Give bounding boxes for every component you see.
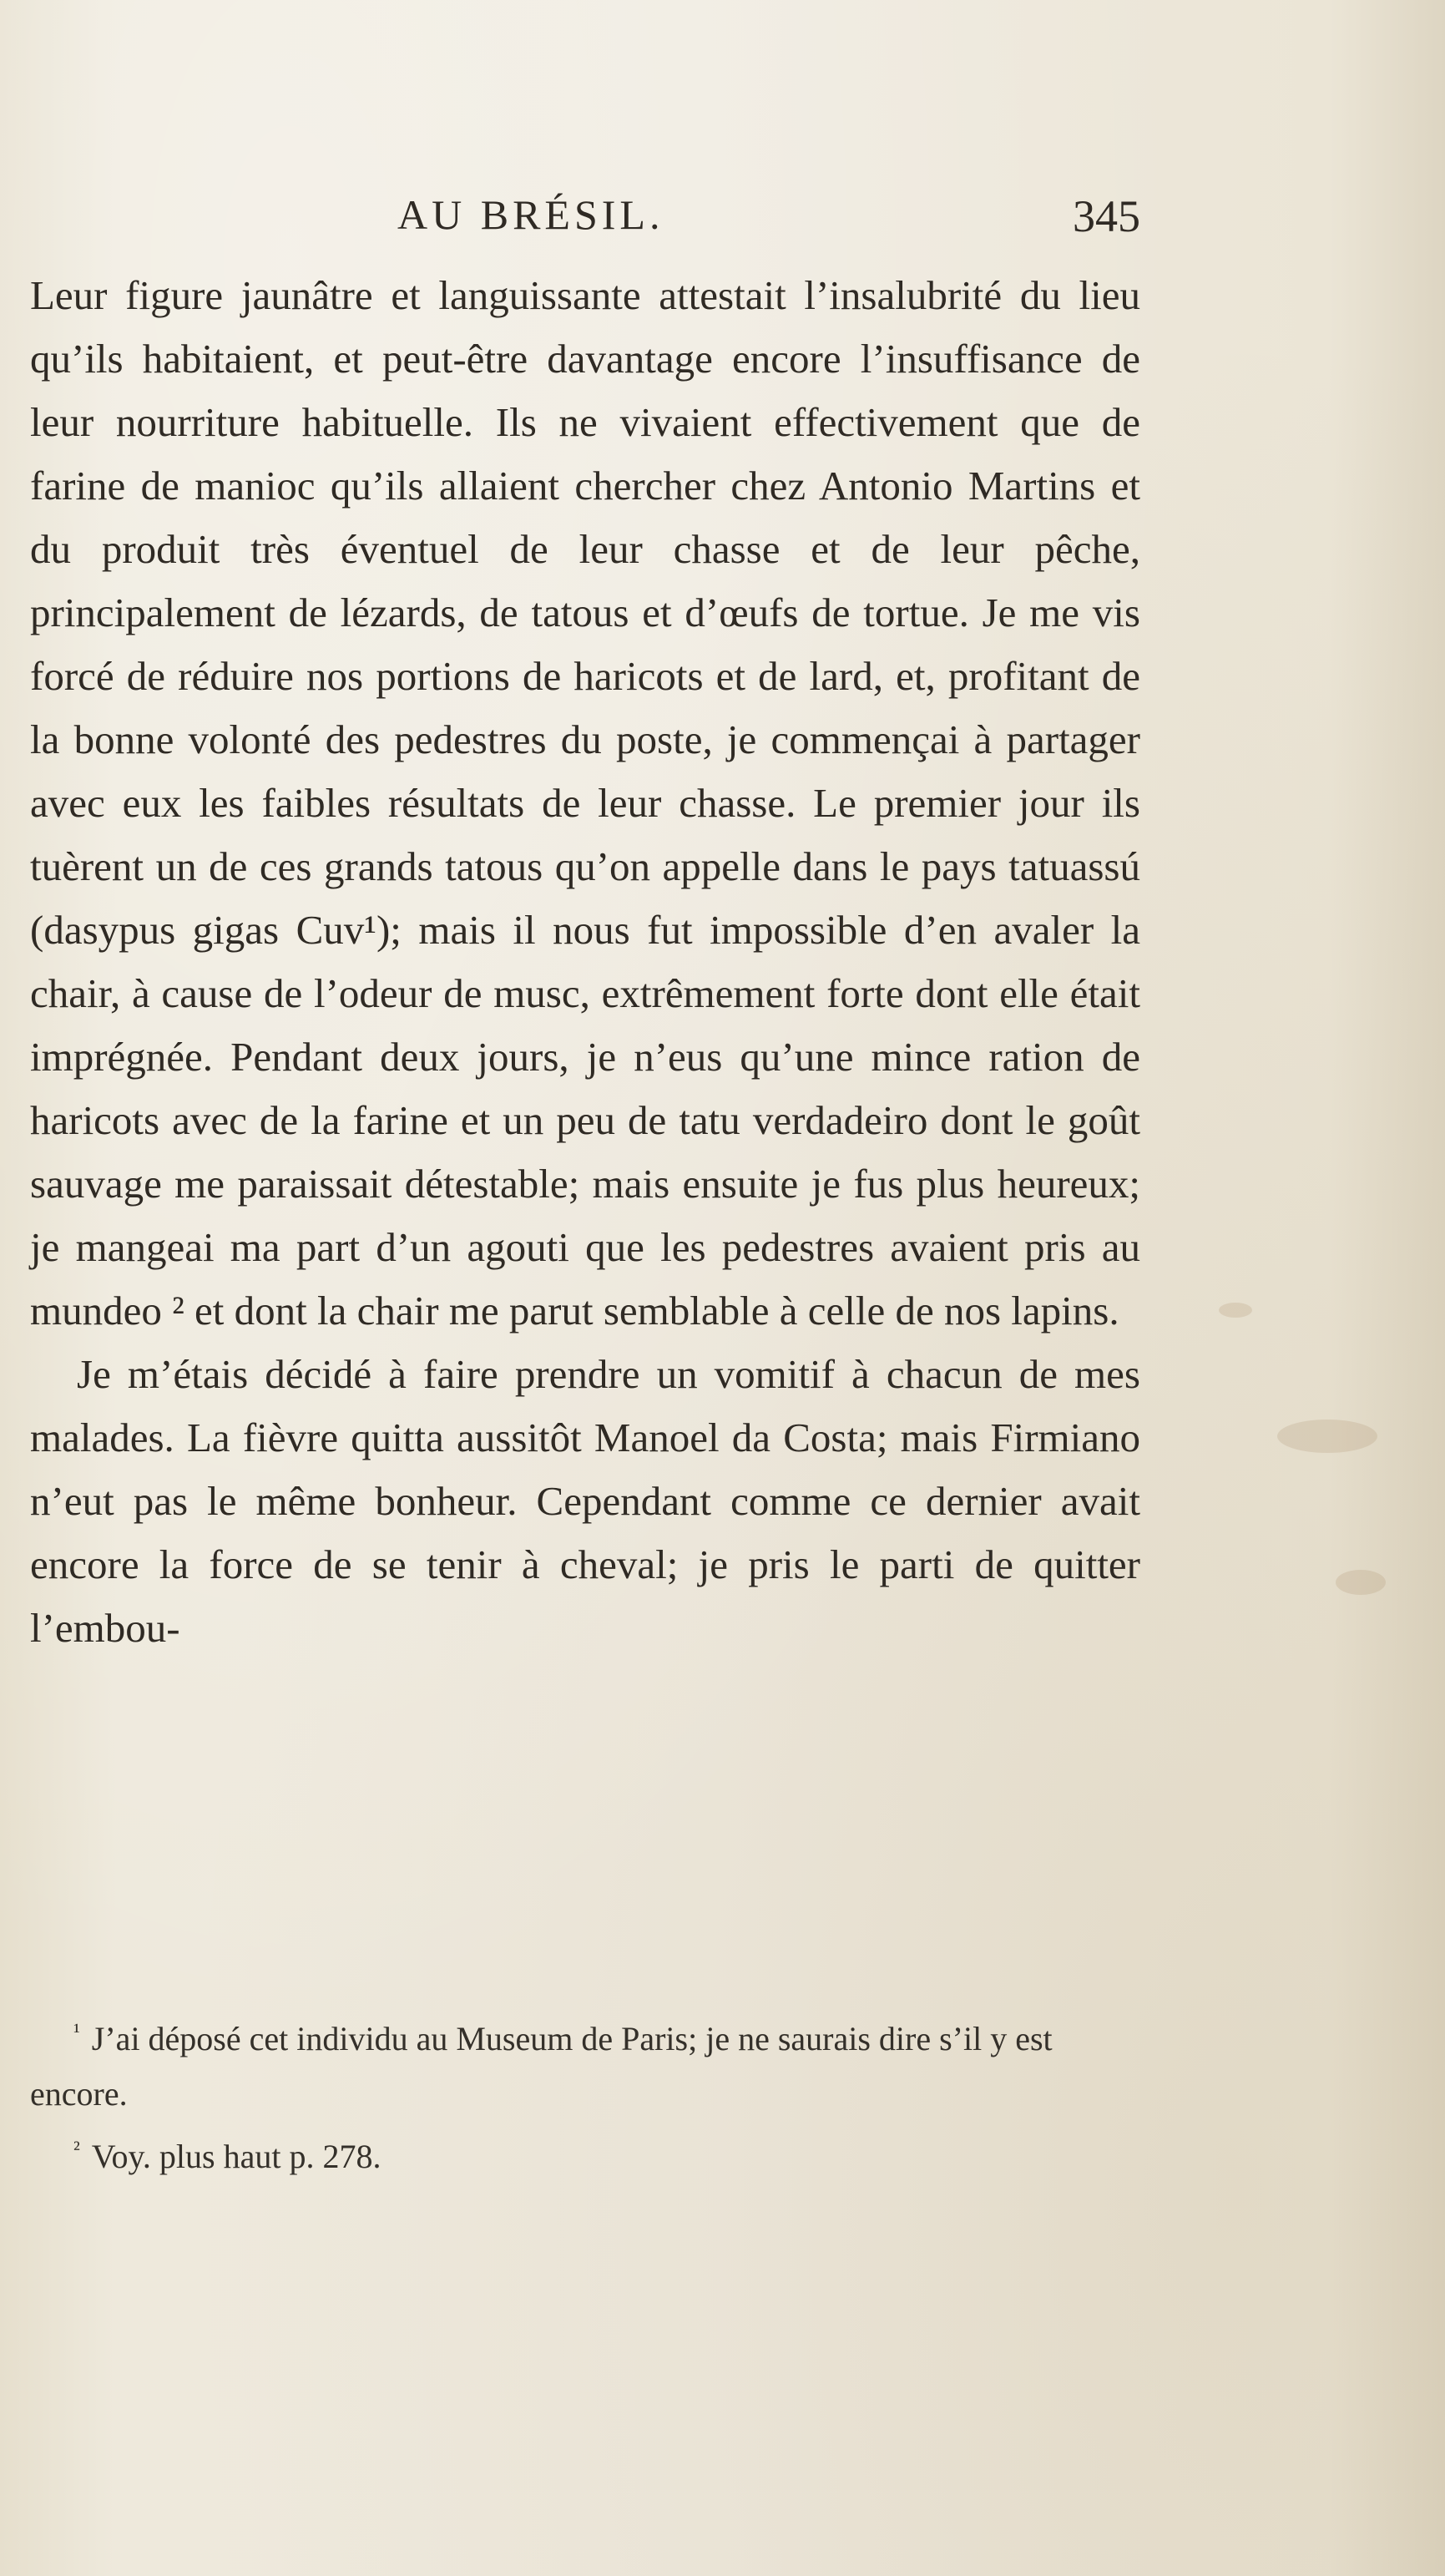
footnote-mark: ¹ [73,2019,80,2043]
paper-stain [1336,1570,1386,1595]
footnote-1 [30,2004,1140,2122]
paper-stain [1277,1420,1377,1453]
running-head: AU BRÉSIL. [397,191,664,238]
paragraph-1: Leur figure jaunâtre et languissante attestait l’insalubrité du lieu qu’ils habitaient, et peut-être davantage encore l’insuffisance de leur nourriture habituelle. Ils ne vivaient effectivement que de farine de manioc qu’ils allaient chercher chez Antonio Martins et du produit très éventuel de leur chasse et de leur pêche, principalement de lézards, de tatous et d’œufs de tortue. Je me vis forcé de réduire nos portions de haricots et de lard, et, profitant de la bonne volonté des pedestres du poste, je commençai à partager avec eux les faibles résultats de leur chasse. Le premier jour ils tuèrent un de ces grands tatous qu’on appelle dans le pays tatuassú (dasypus gigas Cuv¹); mais il nous fut impossible d’en avaler la chair, à cause de l’odeur de musc, extrêmement forte dont elle était imprégnée. Pendant deux jours, je n’eus qu’une mince ration de haricots avec de la farine et un peu de tatu verdadeiro dont le goût sauvage me paraissait détestable; mais ensuite je fus plus heureux; je mangeai ma part d’un agouti que les pedestres avaient pris au mundeo ² et dont la chair me parut semblable à celle de nos lapins. [30,272,1140,1334]
page-header [30,190,1140,257]
paper-stain [1219,1303,1252,1318]
body-text [30,264,1140,1660]
paragraph-2: Je m’étais décidé à faire prendre un vomitif à chacun de mes malades. La fièvre quitta aussitôt Manoel da Costa; mais Firmiano n’eut pas le même bonheur. Cependant comme ce dernier avait encore la force de se tenir à cheval; je pris le parti de quitter l’embou- [30,1351,1140,1651]
footnotes [30,2004,1140,2184]
page-number: 345 [1073,191,1140,241]
footnote-mark: ² [73,2137,80,2161]
footnote-2 [30,2122,1140,2184]
footnote-text: Voy. plus haut p. 278. [91,2138,381,2175]
footnote-text: J’ai déposé cet individu au Museum de Paris; je ne saurais dire s’il y est encore. [30,2020,1053,2113]
